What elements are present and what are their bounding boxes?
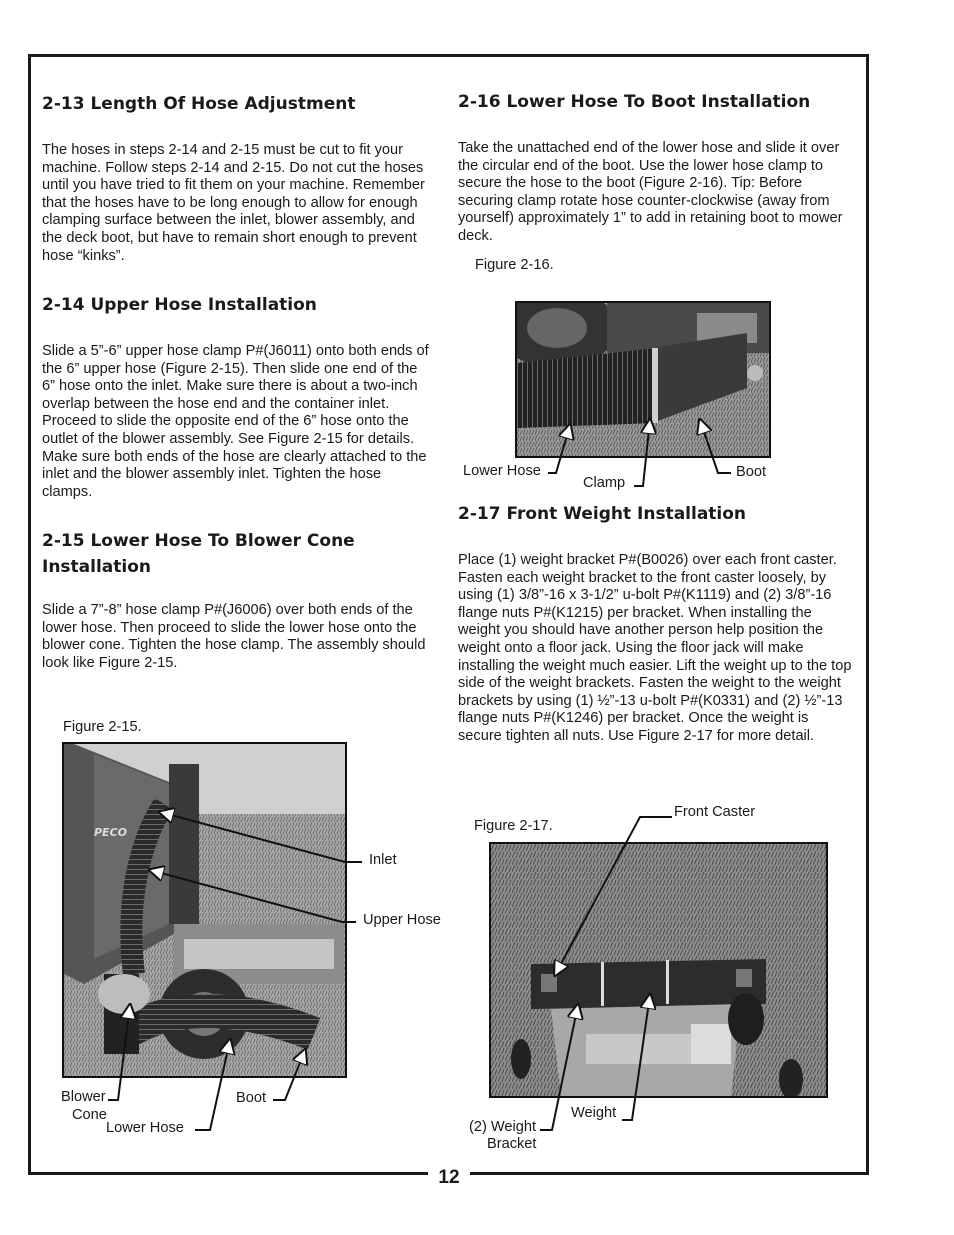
section-2-13-title: 2-13 Length Of Hose Adjustment xyxy=(42,94,356,114)
label-lower-hose-215: Lower Hose xyxy=(106,1120,184,1136)
label-blower: Blower xyxy=(61,1089,106,1105)
label-weight: Weight xyxy=(571,1105,617,1121)
section-2-16-body: Take the unattached end of the lower hose and slide it over the circular end of the boot. Use the lower hose clamp to secure the hose to the boot (Figure 2-16). Tip: Before securing clamp rotate hose counter-clockwise (away from yourself) approximately 1” to add in retaining boot to mower deck. xyxy=(458,140,843,244)
section-2-16 xyxy=(458,89,856,246)
section-2-14 xyxy=(42,292,434,501)
section-2-15-title: 2-15 Lower Hose To Blower Cone Installation xyxy=(42,531,355,577)
label-cone: Cone xyxy=(72,1107,107,1123)
figure-2-15-illustration xyxy=(64,744,345,1076)
peco-logo: PECO xyxy=(94,826,127,839)
label-inlet: Inlet xyxy=(369,852,397,868)
section-2-13-body: The hoses in steps 2-14 and 2-15 must be cut to fit your machine. Follow steps 2-14 and 2-15. Do not cut the hoses until you have tried to fit them on your machine. Remember that the hoses have to be long enough to allow for enough clamping surface between the inlet, blower assembly, and the deck boot, but have to remain short enough to prevent hose “kinks”. xyxy=(42,142,425,264)
figure-2-17-photo xyxy=(489,842,828,1098)
section-2-14-title: 2-14 Upper Hose Installation xyxy=(42,295,317,315)
section-2-14-body: Slide a 5”-6” upper hose clamp P#(J6011) onto both ends of the 6” upper hose (Figure 2-15). Then slide one end of the 6” hose onto the inlet. Make sure there is about a two-inch overlap between the hose end and the container inlet. Proceed to slide the opposite end of the 6” hose onto the outlet of the blower assembly. See Figure 2-15 for details. Make sure both ends of the hose are clearly attached to the inlet and the blower assembly inlet. Tighten the hose clamps. xyxy=(42,343,429,500)
label-front-caster: Front Caster xyxy=(674,804,756,820)
label-weight-bracket-line1: (2) Weight xyxy=(469,1119,537,1135)
figure-2-16-photo xyxy=(515,301,771,458)
figure-2-17-caption: Figure 2-17. xyxy=(474,818,553,834)
section-2-17-body: Place (1) weight bracket P#(B0026) over each front caster. Fasten each weight bracket to the front caster loosely, by using (1) 3/8”-16 x 3-1/2” u-bolt P#(K1119) and (2) 3/8”-16 flange nuts P#(K1215) per bracket. When installing the weight you should have another person help position the weight onto a floor jack. Using the floor jack will make installing the weight much easier. Lift the weight up to the top side of the weight brackets. Fasten the weight to the weight brackets by using (1) ½”-13 u-bolt P#(K0331) and (2) ½”-13 flange nuts P#(K1246) per bracket. Once the weight is secure tighten all nuts. Use Figure 2-17 for more detail. xyxy=(458,552,852,744)
label-weight-bracket-line2: Bracket xyxy=(487,1136,537,1152)
label-clamp: Clamp xyxy=(583,475,626,491)
section-2-15-body: Slide a 7”-8” hose clamp P#(J6006) over both ends of the lower hose. Then proceed to slide the lower hose onto the blower cone. Tighten the hose clamp. The assembly should look like Figure 2-15. xyxy=(42,602,426,671)
page-number: 12 xyxy=(428,1166,470,1190)
section-2-13 xyxy=(42,91,434,265)
figure-2-16-caption: Figure 2-16. xyxy=(475,257,554,273)
section-2-16-title: 2-16 Lower Hose To Boot Installation xyxy=(458,92,811,112)
figure-2-16-illustration xyxy=(517,303,769,456)
label-lower-hose-216: Lower Hose xyxy=(463,463,541,479)
label-boot-216: Boot xyxy=(736,464,767,480)
section-2-17 xyxy=(458,501,856,746)
section-2-15 xyxy=(42,528,434,672)
section-2-17-title: 2-17 Front Weight Installation xyxy=(458,504,747,524)
figure-2-15-photo xyxy=(62,742,347,1078)
label-upper-hose: Upper Hose xyxy=(363,912,441,928)
figure-2-15-caption: Figure 2-15. xyxy=(63,719,142,735)
figure-2-17-illustration xyxy=(491,844,826,1096)
label-boot-215: Boot xyxy=(236,1090,267,1106)
